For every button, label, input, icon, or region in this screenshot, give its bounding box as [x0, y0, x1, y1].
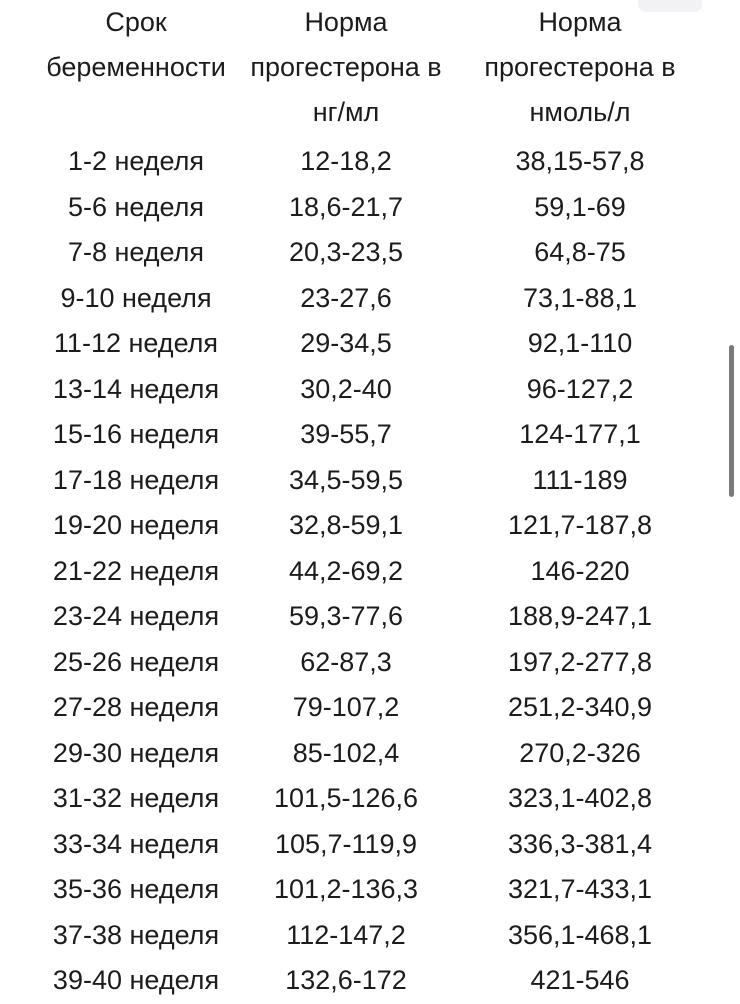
cell-norm-ng-ml: 23-27,6: [300, 282, 392, 313]
cell-norm-nmol-l: 336,3-381,4: [507, 828, 653, 859]
header-term: [34, 0, 238, 139]
table-row: [34, 230, 706, 276]
cell-term: 35-36 неделя: [52, 874, 220, 905]
table-row: [34, 458, 706, 504]
cell-term: 21-22 неделя: [52, 555, 220, 586]
cell-term: 7-8 неделя: [67, 237, 205, 268]
header-norm-nmol-line: нмоль/л: [529, 97, 631, 127]
header-term-line: Срок: [105, 7, 167, 37]
table-row: [34, 822, 706, 868]
cell-norm-nmol-l: 96-127,2: [526, 373, 634, 404]
cell-term: 29-30 неделя: [52, 737, 220, 768]
cell-term: 39-40 неделя: [52, 965, 220, 996]
cell-norm-ng-ml: 30,2-40: [300, 373, 392, 404]
table-row: [34, 185, 706, 231]
table-row: [34, 321, 706, 367]
table-row: [34, 776, 706, 822]
cell-norm-ng-ml: 59,3-77,6: [288, 601, 404, 632]
cell-term: 15-16 неделя: [52, 419, 220, 450]
cell-norm-ng-ml: 44,2-69,2: [288, 555, 404, 586]
table-body: [34, 139, 706, 1004]
cell-norm-nmol-l: 323,1-402,8: [507, 783, 653, 814]
cell-norm-nmol-l: 188,9-247,1: [507, 601, 653, 632]
table-row: [34, 549, 706, 595]
cell-norm-nmol-l: 356,1-468,1: [507, 919, 653, 950]
cell-norm-ng-ml: 101,5-126,6: [273, 783, 419, 814]
cell-norm-nmol-l: 64,8-75: [534, 237, 626, 268]
table-row: [34, 594, 706, 640]
cell-norm-nmol-l: 92,1-110: [527, 328, 633, 359]
header-norm-nmol-l: [454, 0, 706, 139]
header-norm-nmol-line: прогестерона в: [484, 52, 676, 82]
cell-term: 11-12 неделя: [53, 328, 219, 359]
cell-term: 23-24 неделя: [52, 601, 220, 632]
cell-term: 17-18 неделя: [52, 464, 220, 495]
cell-term: 9-10 неделя: [60, 282, 212, 313]
cell-norm-ng-ml: 12-18,2: [300, 146, 392, 177]
table-header-row: [34, 0, 706, 139]
cell-norm-ng-ml: 101,2-136,3: [273, 874, 419, 905]
table-row: [34, 731, 706, 777]
progesterone-table: [34, 0, 706, 1004]
header-term-line: беременности: [46, 52, 226, 82]
table-row: [34, 503, 706, 549]
table-row: [34, 640, 706, 686]
cell-norm-nmol-l: 251,2-340,9: [507, 692, 653, 723]
table-row: [34, 958, 706, 1004]
table-row: [34, 867, 706, 913]
cell-norm-ng-ml: 34,5-59,5: [288, 464, 404, 495]
cell-term: 1-2 неделя: [67, 146, 205, 177]
cell-norm-ng-ml: 112-147,2: [286, 919, 406, 950]
cell-norm-nmol-l: 111-189: [532, 464, 628, 495]
cell-norm-nmol-l: 270,2-326: [519, 737, 641, 768]
header-norm-ng-line: нг/мл: [312, 97, 380, 127]
cell-term: 19-20 неделя: [52, 510, 220, 541]
table-row: [34, 412, 706, 458]
cell-term: 5-6 неделя: [67, 191, 205, 222]
table-row: [34, 276, 706, 322]
header-norm-nmol-line: Норма: [538, 7, 622, 37]
cell-norm-ng-ml: 62-87,3: [300, 646, 392, 677]
table-row: [34, 685, 706, 731]
cell-norm-ng-ml: 132,6-172: [285, 965, 407, 996]
cell-norm-nmol-l: 146-220: [530, 555, 630, 586]
cell-norm-nmol-l: 197,2-277,8: [507, 646, 653, 677]
table-row: [34, 367, 706, 413]
header-norm-ng-line: Норма: [304, 7, 388, 37]
cell-term: 27-28 неделя: [52, 692, 220, 723]
cell-norm-ng-ml: 85-102,4: [292, 737, 400, 768]
cell-norm-nmol-l: 124-177,1: [519, 419, 641, 450]
cell-term: 33-34 неделя: [52, 828, 220, 859]
cell-norm-nmol-l: 73,1-88,1: [522, 282, 638, 313]
cell-norm-ng-ml: 29-34,5: [300, 328, 392, 359]
cell-norm-nmol-l: 121,7-187,8: [507, 510, 653, 541]
cell-norm-nmol-l: 59,1-69: [534, 191, 626, 222]
scrollbar-thumb[interactable]: [729, 345, 734, 497]
table-row: [34, 913, 706, 959]
cell-norm-ng-ml: 20,3-23,5: [288, 237, 404, 268]
cell-norm-nmol-l: 38,15-57,8: [515, 146, 645, 177]
table-row: [34, 139, 706, 185]
header-norm-ng-line: прогестерона в: [250, 52, 442, 82]
cell-term: 31-32 неделя: [52, 783, 220, 814]
cell-term: 13-14 неделя: [52, 373, 220, 404]
header-norm-ng-ml: [238, 0, 454, 139]
cell-norm-ng-ml: 79-107,2: [292, 692, 400, 723]
cell-term: 37-38 неделя: [52, 919, 220, 950]
cell-norm-ng-ml: 18,6-21,7: [288, 191, 404, 222]
cell-norm-ng-ml: 105,7-119,9: [274, 828, 418, 859]
cell-norm-ng-ml: 32,8-59,1: [288, 510, 404, 541]
cell-norm-nmol-l: 321,7-433,1: [507, 874, 653, 905]
cell-norm-ng-ml: 39-55,7: [300, 419, 392, 450]
cell-norm-nmol-l: 421-546: [530, 965, 630, 996]
cell-term: 25-26 неделя: [52, 646, 220, 677]
